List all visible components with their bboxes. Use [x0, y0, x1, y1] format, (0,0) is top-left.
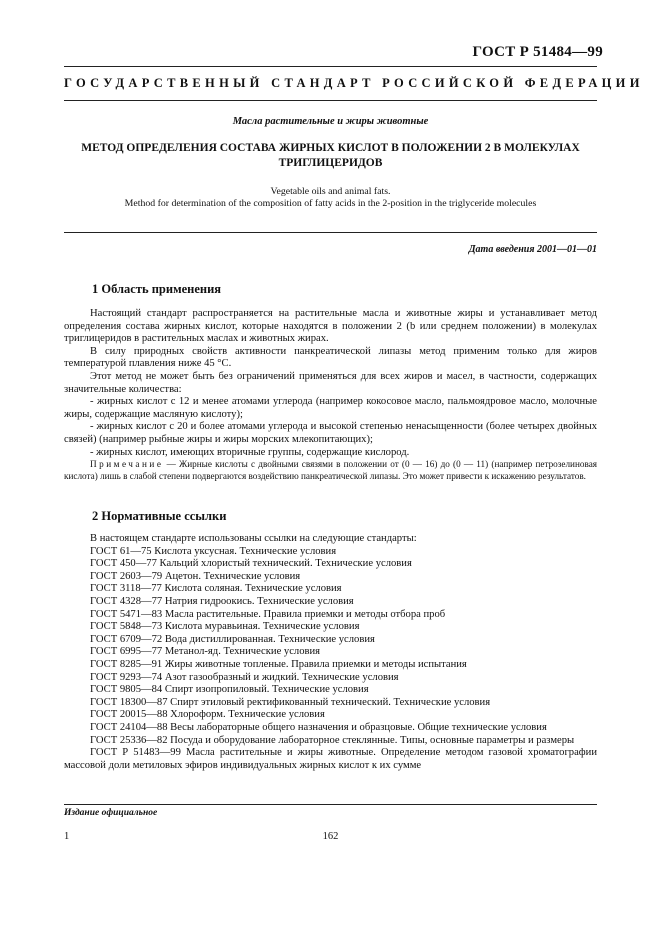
section-2-heading: 2 Нормативные ссылки [92, 509, 227, 523]
section-1-heading: 1 Область применения [92, 282, 222, 296]
page-number: 162 [322, 831, 339, 842]
reference-item: ГОСТ 24104—88 Весы лабораторные общего назначения и образцовые. Общие технические условия [90, 721, 547, 733]
reference-item: ГОСТ 5471—83 Масла растительные. Правила приемки и методы отбора проб [90, 608, 446, 620]
english-title-line1: Vegetable oils and animal fats. [270, 186, 391, 197]
note-label: Примечание [90, 459, 164, 470]
title-rule [64, 232, 597, 233]
reference-item: ГОСТ 6995—77 Метанол-яд. Технические условия [90, 646, 321, 658]
normative-references [64, 533, 597, 772]
reference-item: ГОСТ 18300—87 Спирт этиловый ректификованный технический. Технические условия [90, 696, 491, 708]
effective-date: Дата введения 2001—01—01 [468, 244, 597, 255]
paragraph: В силу природных свойств активности панкреатической липазы метод применим только для жиров температурой плавления ниже 45 °С. [64, 345, 597, 370]
reference-item: ГОСТ 9805—84 Спирт изопропиловый. Технические условия [90, 684, 369, 696]
reference-item: ГОСТ 2603—79 Ацетон. Технические условия [90, 570, 301, 582]
state-standard-banner: ГОСУДАРСТВЕННЫЙ СТАНДАРТ РОССИЙСКОЙ ФЕДЕРАЦИИ [64, 76, 644, 90]
footer-rule [64, 804, 597, 805]
english-title-line2: Method for determination of the composition of fatty acids in the 2-position in the triglyceride molecules [124, 198, 537, 209]
bullet-item: - жирных кислот с 12 и менее атомами углерода (например кокосовое масло, пальмоядровое масло, молочные жиры, содержащие масляную кислоту); [64, 396, 597, 420]
reference-item: ГОСТ 9293—74 Азот газообразный и жидкий. Технические условия [90, 671, 399, 683]
official-edition-label: Издание официальное [64, 808, 158, 818]
bullet-item: - жирных кислот с 20 и более атомами углерода и высокой степенью ненасыщенности (более четырех двойных связей) (например рыбные жиры и жиры морских млекопитающих); [64, 421, 597, 445]
references-intro: В настоящем стандарте использованы ссылки на следующие стандарты: [90, 533, 417, 544]
reference-item: ГОСТ 4328—77 Натрия гидроокись. Технические условия [90, 595, 354, 607]
note [64, 459, 597, 482]
section-1-body [64, 308, 597, 482]
reference-item: ГОСТ 5848—73 Кислота муравьиная. Технические условия [90, 621, 360, 633]
reference-item: ГОСТ 20015—88 Хлороформ. Технические условия [90, 709, 325, 721]
reference-item: ГОСТ 450—77 Кальций хлористый технический. Технические условия [90, 558, 412, 570]
reference-item: ГОСТ 25336—82 Посуда и оборудование лабораторное стеклянные. Типы, основные параметры и размеры [90, 734, 575, 746]
bullet-item: - жирных кислот, имеющих вторичные группы, содержащие кислород. [90, 446, 410, 458]
reference-item: ГОСТ 6709—72 Вода дистиллированная. Технические условия [90, 633, 375, 645]
document-code: ГОСТ Р 51484—99 [472, 44, 603, 60]
document-title [64, 141, 597, 171]
reference-item: ГОСТ 3118—77 Кислота соляная. Технические условия [90, 583, 342, 595]
note-text: — Жирные кислоты с двойными связями в положении от (0 — 16) до (0 — 11) (например петрозелиновая кислота) лишь в слабой степени подвергаются воздействию панкреатической липазы. Это может привести к искажению результатов. [64, 459, 597, 481]
document-title-line2: ТРИГЛИЦЕРИДОВ [278, 157, 383, 169]
footer-number: 1 [64, 831, 70, 842]
english-title [64, 186, 597, 210]
document-subtitle: Масла растительные и жиры животные [232, 116, 429, 127]
document-title-line1: МЕТОД ОПРЕДЕЛЕНИЯ СОСТАВА ЖИРНЫХ КИСЛОТ В ПОЛОЖЕНИИ 2 В МОЛЕКУЛАХ [81, 142, 580, 154]
paragraph: Настоящий стандарт распространяется на растительные масла и животные жиры и устанавливает метод определения состава жирных кислот, которые находятся в положении 2 (b или среднем положении) в молекулах триглицеридов в растительных маслах и животных жирах. [64, 308, 597, 345]
reference-item: ГОСТ 8285—91 Жиры животные топленые. Правила приемки и методы испытания [90, 658, 467, 670]
header-rule [64, 66, 597, 67]
reference-item: ГОСТ Р 51483—99 Масла растительные и жиры животные. Определение методом газовой хроматографии массовой доли метиловых эфиров индивидуальных жирных кислот к их сумме [64, 747, 597, 771]
banner-rule [64, 100, 597, 101]
reference-item: ГОСТ 61—75 Кислота уксусная. Технические условия [90, 545, 337, 557]
paragraph: Этот метод не может быть без ограничений применяться для всех жиров и масел, в частности, содержащих значительные количества: [64, 370, 597, 395]
